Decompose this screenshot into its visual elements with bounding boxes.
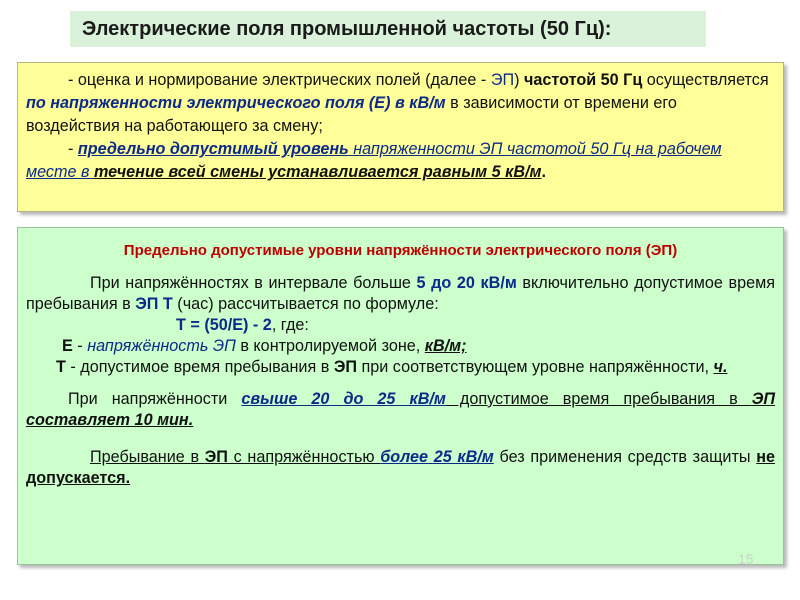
unit: кВ/м; (424, 337, 467, 355)
definition-e (26, 336, 775, 357)
text: свыше 20 до 25 кВ/м (241, 390, 446, 408)
slide-title (70, 11, 706, 47)
definition-t (26, 357, 775, 378)
text: (час) рассчитывается по формуле: (172, 295, 439, 313)
paragraph-over-25 (26, 447, 775, 489)
text: в зависимости от времени его воздействия на работающего за смену; (26, 94, 677, 135)
text: При напряжённости (68, 390, 242, 408)
text: - (72, 337, 88, 355)
text: ЭП (204, 448, 228, 466)
text: не допускается. (26, 448, 775, 487)
text: ЭП (490, 71, 515, 89)
section-heading: Предельно допустимые уровни напряжённости электрического поля (ЭП) (123, 242, 678, 259)
text: ЭП (333, 358, 357, 376)
text: ЭП составляет 10 мин. (26, 390, 776, 429)
text: более 25 кВ/м (380, 448, 494, 466)
text: Пребывание в (90, 448, 205, 466)
text: ЭП Т (135, 295, 173, 313)
text: ) (514, 71, 524, 89)
yellow-info-box (17, 62, 784, 212)
formula-expression: Т = (50/Е) - 2 (176, 316, 272, 334)
text: осуществляется (642, 71, 769, 89)
text: . (541, 163, 546, 181)
formula (26, 315, 775, 336)
text: напряженности ЭП частотой 50 Гц на рабочем месте в (26, 140, 722, 181)
symbol: Е (62, 337, 73, 355)
paragraph-interval (26, 273, 775, 315)
text: предельно допустимый уровень (77, 140, 349, 158)
text: - (68, 140, 78, 158)
unit: ч. (713, 358, 728, 376)
text: допустимое время пребывания в (445, 390, 752, 408)
text: , где: (271, 316, 309, 334)
text: без применения средств защиты (493, 448, 757, 466)
text: по напряженности электрического поля (Е) в кВ/м (26, 94, 446, 112)
text: - оценка и нормирование электрических полей (далее - (68, 71, 491, 89)
text: включительно допустимое время пребывания в (26, 274, 776, 313)
text: частотой 50 Гц (524, 71, 643, 89)
text: - допустимое время пребывания в (65, 358, 334, 376)
text: течение всей смены устанавливается равным 5 кВ/м (93, 163, 542, 181)
green-info-box (17, 227, 784, 565)
page-number: 15 (738, 551, 754, 567)
text: в контролируемой зоне, (235, 337, 425, 355)
paragraph-assessment (26, 69, 775, 138)
text: при соответствующем уровне напряжённости, (357, 358, 714, 376)
text: 5 до 20 кВ/м (416, 274, 517, 292)
paragraph-limit (26, 138, 775, 184)
slide-title-text: Электрические поля промышленной частоты (50 Гц): (82, 17, 612, 40)
text: с напряжённостью (227, 448, 381, 466)
text: напряжённость ЭП (87, 337, 236, 355)
symbol: Т (56, 358, 66, 376)
paragraph-20-25 (26, 389, 775, 431)
text: При напряжённостях в интервале больше (90, 274, 417, 292)
